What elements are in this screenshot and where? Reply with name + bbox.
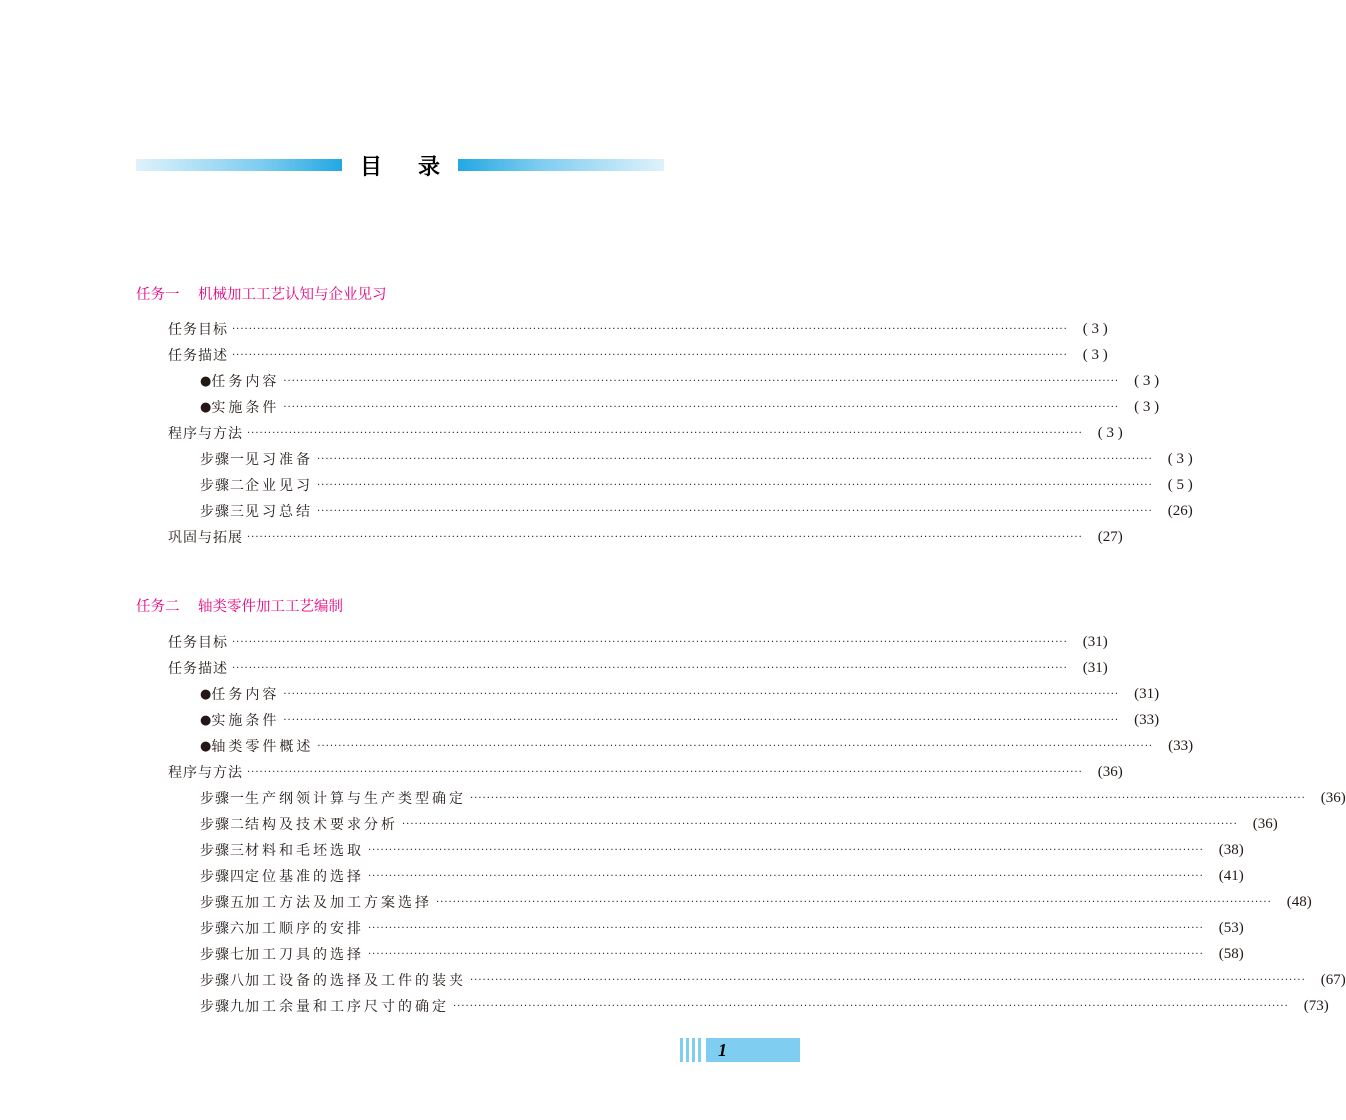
toc-page-number: ( 3 ) [1134, 398, 1160, 415]
toc-entry-label: 程序与方法 [168, 426, 243, 442]
toc-entry-label: 见习准备 [245, 452, 313, 468]
toc-page-number: (33) [1168, 737, 1194, 754]
toc-step-number: 步骤七 [200, 947, 245, 963]
toc-title-banner [136, 150, 664, 180]
toc-page-number: (73) [1303, 997, 1329, 1014]
page-title [342, 150, 458, 180]
dot-leader: ········································································································································································································ [247, 766, 1083, 778]
toc-page-number: (67) [1320, 971, 1346, 988]
toc-page-number: (36) [1252, 815, 1278, 832]
toc-step-number: 步骤三 [200, 843, 245, 859]
toc-entry[interactable] [168, 629, 1108, 655]
toc-page-number: (41) [1218, 867, 1244, 884]
dot-leader: ········································································································································································································ [317, 453, 1153, 465]
toc-page-number: ( 3 ) [1097, 424, 1123, 441]
folio-tab [706, 1038, 800, 1062]
page-number: 1 [718, 1040, 727, 1060]
toc-page-number: (31) [1134, 685, 1160, 702]
toc-entry[interactable] [168, 837, 1244, 863]
toc-entry-label: 加工余量和工序尺寸的确定 [245, 999, 449, 1015]
page-title-char-1: 目 [359, 154, 382, 180]
toc-entry[interactable] [168, 993, 1329, 1019]
toc-entry-label: 程序与方法 [168, 765, 243, 781]
dot-leader: ········································································································································································································ [402, 818, 1238, 830]
toc-step-number: 步骤四 [200, 869, 245, 885]
toc-step-number: 步骤一 [200, 452, 245, 468]
dot-leader: ········································································································································································································ [368, 922, 1204, 934]
toc-list-section-1 [168, 316, 1193, 550]
toc-step-number: 步骤一 [200, 791, 245, 807]
toc-step-number: 步骤六 [200, 921, 245, 937]
toc-entry[interactable] [168, 915, 1244, 941]
toc-page-number: (31) [1082, 659, 1108, 676]
toc-list-section-2 [168, 629, 1346, 1019]
toc-entry-label: 巩固与拓展 [168, 530, 243, 546]
toc-entry-label: 任务目标 [168, 322, 228, 338]
toc-entry[interactable] [168, 446, 1193, 472]
toc-step-number: 步骤八 [200, 973, 245, 989]
toc-page-number: ( 3 ) [1134, 372, 1160, 389]
title-bar-right-decoration [458, 159, 664, 171]
toc-page-number: (36) [1320, 789, 1346, 806]
toc-entry[interactable] [168, 316, 1108, 342]
toc-entry[interactable] [168, 707, 1160, 733]
toc-step-number: 步骤三 [200, 504, 245, 520]
dot-leader: ········································································································································································································ [232, 662, 1068, 674]
toc-step-number: 步骤二 [200, 478, 245, 494]
toc-entry-label: 结构及技术要求分析 [245, 817, 398, 833]
dot-leader: ········································································································································································································ [317, 740, 1154, 752]
dot-leader: ········································································································································································································ [368, 870, 1204, 882]
toc-entry-label: 加工设备的选择及工件的装夹 [245, 973, 466, 989]
bullet-icon: ● [200, 399, 212, 415]
toc-page-number: ( 3 ) [1082, 320, 1108, 337]
folio-stripe [698, 1038, 701, 1062]
dot-leader: ········································································································································································································ [470, 974, 1306, 986]
toc-page-number: ( 3 ) [1082, 346, 1108, 363]
toc-entry[interactable] [168, 785, 1346, 811]
toc-entry-label: 企业见习 [245, 478, 313, 494]
toc-entry-label: 材料和毛坯选取 [245, 843, 364, 859]
bullet-icon: ● [200, 686, 212, 702]
dot-leader: ········································································································································································································ [232, 349, 1068, 361]
toc-entry[interactable] [168, 863, 1244, 889]
toc-entry[interactable] [168, 889, 1312, 915]
toc-entry-label: 见习总结 [245, 504, 313, 520]
toc-page-number: (31) [1082, 633, 1108, 650]
toc-entry-label: 加工刀具的选择 [245, 947, 364, 963]
folio-stripe [680, 1038, 683, 1062]
toc-entry[interactable] [168, 394, 1160, 420]
toc-step-number: 步骤二 [200, 817, 245, 833]
toc-entry[interactable] [168, 941, 1244, 967]
toc-page-number: (36) [1097, 763, 1123, 780]
bullet-icon: ● [200, 712, 212, 728]
section-title: 机械加工工艺认知与企业见习 [198, 287, 387, 303]
dot-leader: ········································································································································································································ [247, 427, 1083, 439]
dot-leader: ········································································································································································································ [232, 636, 1068, 648]
toc-entry-label: 实施条件 [211, 400, 280, 416]
toc-entry-label: 任务内容 [211, 687, 280, 703]
toc-entry[interactable] [168, 655, 1108, 681]
toc-entry[interactable] [168, 420, 1123, 446]
dot-leader: ········································································································································································································ [283, 714, 1120, 726]
dot-leader: ········································································································································································································ [283, 688, 1120, 700]
toc-page-number: ( 3 ) [1167, 450, 1193, 467]
dot-leader: ········································································································································································································ [247, 531, 1083, 543]
bullet-icon: ● [200, 373, 212, 389]
toc-page-number: (48) [1286, 893, 1312, 910]
toc-entry[interactable] [168, 342, 1108, 368]
page-folio [680, 1038, 800, 1062]
toc-step-number: 步骤五 [200, 895, 245, 911]
toc-entry[interactable] [168, 759, 1123, 785]
toc-entry-label: 加工方法及加工方案选择 [245, 895, 432, 911]
section-number: 任务二 [136, 599, 180, 615]
dot-leader: ········································································································································································································ [453, 1000, 1289, 1012]
toc-entry[interactable] [168, 498, 1193, 524]
toc-entry[interactable] [168, 733, 1194, 759]
dot-leader: ········································································································································································································ [283, 401, 1120, 413]
toc-entry-label: 任务目标 [168, 635, 228, 651]
section-heading-2 [136, 595, 343, 616]
bullet-icon: ● [200, 738, 212, 754]
folio-stripe [692, 1038, 695, 1062]
toc-entry-label: 生产纲领计算与生产类型确定 [245, 791, 466, 807]
toc-entry-label: 加工顺序的安排 [245, 921, 364, 937]
section-number: 任务一 [136, 287, 180, 303]
dot-leader: ········································································································································································································ [470, 792, 1306, 804]
toc-entry-label: 任务描述 [168, 661, 228, 677]
toc-entry-label: 轴类零件概述 [211, 739, 314, 755]
toc-entry-label: 实施条件 [211, 713, 280, 729]
folio-stripe [686, 1038, 689, 1062]
section-heading-1 [136, 283, 387, 304]
dot-leader: ········································································································································································································ [317, 479, 1153, 491]
toc-page-number: (58) [1218, 945, 1244, 962]
toc-entry[interactable] [168, 681, 1160, 707]
title-bar-left-decoration [136, 159, 342, 171]
toc-entry[interactable] [168, 524, 1123, 550]
dot-leader: ········································································································································································································ [368, 948, 1204, 960]
toc-entry-label: 任务描述 [168, 348, 228, 364]
toc-entry[interactable] [168, 368, 1160, 394]
page-title-char-2: 录 [417, 154, 440, 180]
section-title: 轴类零件加工工艺编制 [198, 599, 343, 615]
dot-leader: ········································································································································································································ [232, 323, 1068, 335]
dot-leader: ········································································································································································································ [368, 844, 1204, 856]
dot-leader: ········································································································································································································ [436, 896, 1272, 908]
toc-page-number: (53) [1218, 919, 1244, 936]
dot-leader: ········································································································································································································ [283, 375, 1120, 387]
toc-entry-label: 任务内容 [211, 374, 280, 390]
dot-leader: ········································································································································································································ [317, 505, 1153, 517]
toc-page-number: (27) [1097, 528, 1123, 545]
toc-entry[interactable] [168, 967, 1346, 993]
toc-page-number: (26) [1167, 502, 1193, 519]
toc-page-number: ( 5 ) [1167, 476, 1193, 493]
toc-entry[interactable] [168, 472, 1193, 498]
toc-entry[interactable] [168, 811, 1278, 837]
toc-step-number: 步骤九 [200, 999, 245, 1015]
toc-page-number: (38) [1218, 841, 1244, 858]
toc-page-number: (33) [1134, 711, 1160, 728]
toc-entry-label: 定位基准的选择 [245, 869, 364, 885]
